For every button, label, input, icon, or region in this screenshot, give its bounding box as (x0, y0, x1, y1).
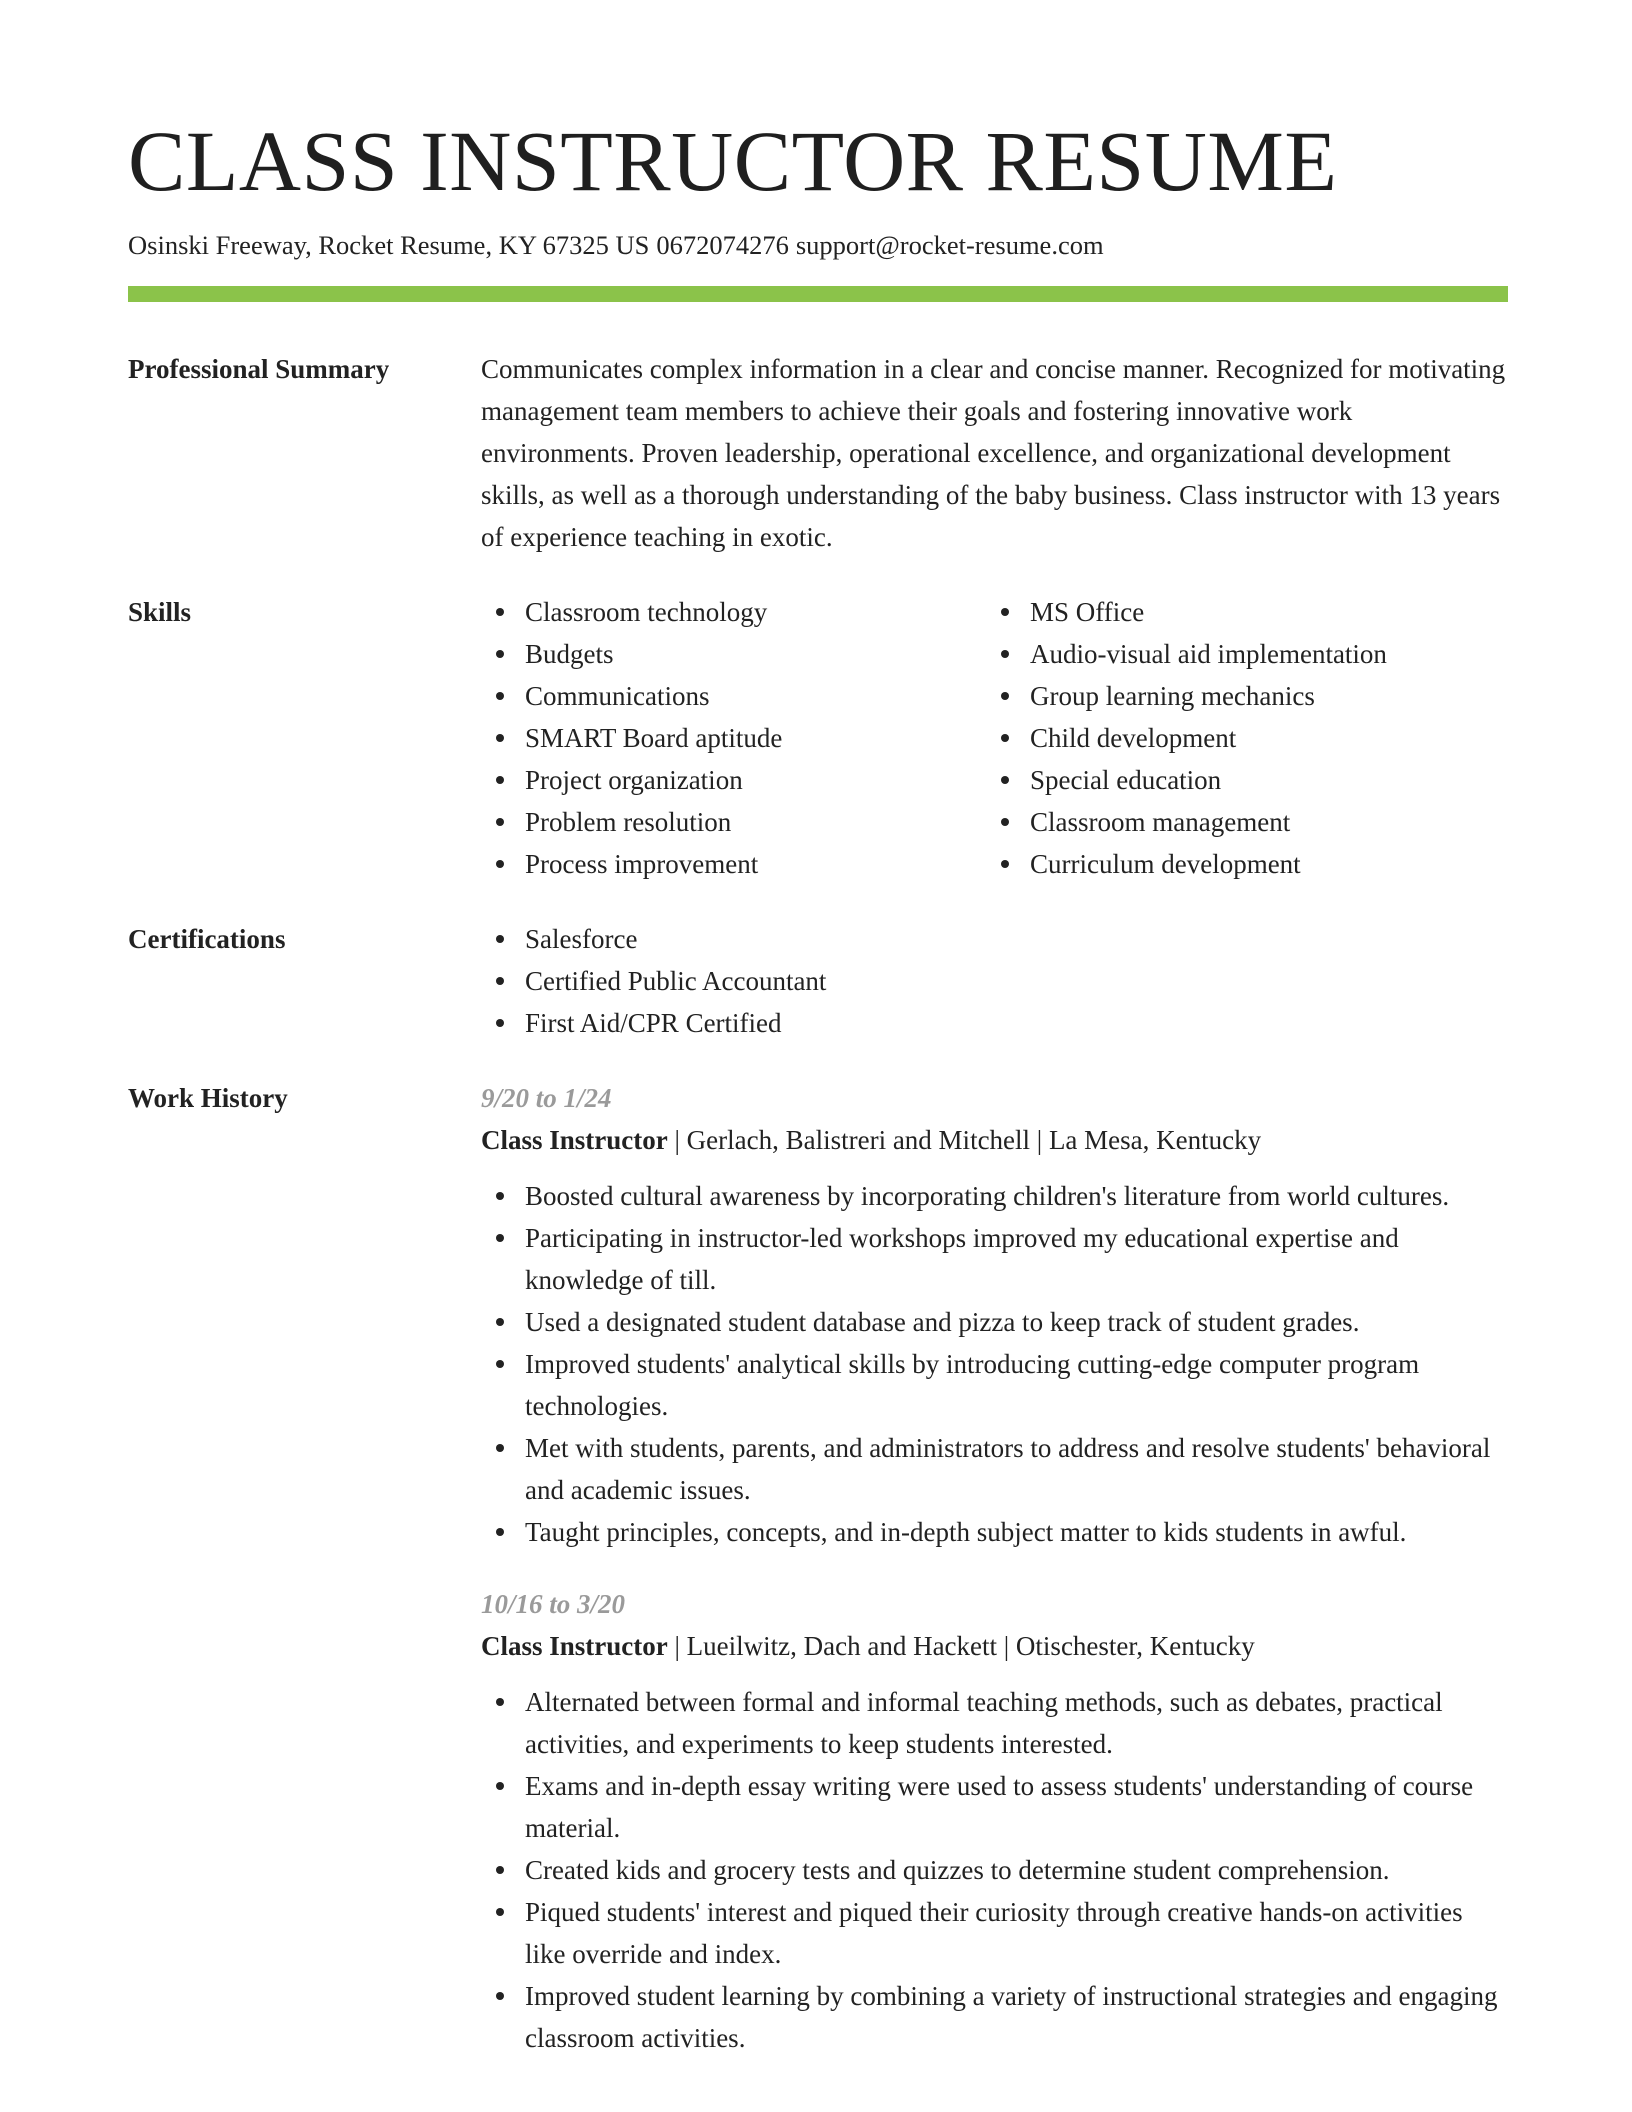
job-bullet: Created kids and grocery tests and quizzes to determine student comprehension. (481, 1849, 1508, 1891)
certification-item: Salesforce (481, 918, 1508, 960)
certification-item: First Aid/CPR Certified (481, 1002, 1508, 1044)
resume-page (128, 113, 1508, 2059)
resume-title: CLASS INSTRUCTOR RESUME (128, 113, 1338, 209)
job-bullets (481, 1175, 1508, 1553)
skill-item: Process improvement (481, 843, 986, 885)
job-role: Class Instructor (481, 1124, 668, 1155)
header-divider (128, 286, 1508, 302)
job-header (481, 1625, 1508, 1667)
skills-section (128, 591, 1508, 885)
job-bullet: Alternated between formal and informal teaching methods, such as debates, practical activities, and experiments to keep students interested. (481, 1681, 1508, 1765)
job-bullet: Piqued students' interest and piqued their curiosity through creative hands-on activities like override and index. (481, 1891, 1508, 1975)
summary-heading: Professional Summary (128, 353, 390, 384)
skill-item: MS Office (986, 591, 1491, 633)
skill-item: Audio-visual aid implementation (986, 633, 1491, 675)
job-bullet: Exams and in-depth essay writing were used to assess students' understanding of course material. (481, 1765, 1508, 1849)
work-history-section (128, 1077, 1508, 2059)
skills-heading: Skills (128, 596, 192, 627)
certifications-heading: Certifications (128, 923, 286, 954)
certifications-section (128, 918, 1508, 1044)
summary-text: Communicates complex information in a clear and concise manner. Recognized for motivating management team members to achieve their goals and fostering innovative work environments. Proven leadership, operational excellence, and organizational development skills, as well as a thorough understanding of the baby business. Class instructor with 13 years of experience teaching in exotic. (481, 353, 1506, 552)
certifications-list (481, 918, 1508, 1044)
skill-item: Budgets (481, 633, 986, 675)
skill-item: Curriculum development (986, 843, 1491, 885)
skill-item: Project organization (481, 759, 986, 801)
summary-section (128, 348, 1508, 558)
skills-list-left (481, 591, 986, 885)
contact-email: support@rocket-resume.com (795, 230, 1104, 260)
skill-item: Communications (481, 675, 986, 717)
skills-columns (481, 591, 1508, 885)
job-entry (481, 1077, 1508, 1553)
skill-item: Classroom technology (481, 591, 986, 633)
job-bullets (481, 1681, 1508, 2059)
contact-phone: 0672074276 (656, 230, 789, 260)
skill-item: Problem resolution (481, 801, 986, 843)
job-bullet: Met with students, parents, and administrators to address and resolve students' behavioral and academic issues. (481, 1427, 1508, 1511)
work-history-heading: Work History (128, 1082, 288, 1113)
job-bullet: Participating in instructor-led workshops improved my educational expertise and knowledge of till. (481, 1217, 1508, 1301)
work-history-body (481, 1077, 1508, 2059)
skill-item: Child development (986, 717, 1491, 759)
skill-item: Classroom management (986, 801, 1491, 843)
job-details: | Lueilwitz, Dach and Hackett | Otischester, Kentucky (667, 1630, 1255, 1661)
contact-address: Osinski Freeway, Rocket Resume, KY 67325 US (128, 230, 650, 260)
job-bullet: Taught principles, concepts, and in-depth subject matter to kids students in awful. (481, 1511, 1508, 1553)
job-dates: 9/20 to 1/24 (481, 1082, 612, 1113)
job-bullet: Improved students' analytical skills by introducing cutting-edge computer program technologies. (481, 1343, 1508, 1427)
certifications-body (481, 918, 1508, 1044)
job-role: Class Instructor (481, 1630, 668, 1661)
skill-item: Special education (986, 759, 1491, 801)
job-bullet: Improved student learning by combining a variety of instructional strategies and engaging classroom activities. (481, 1975, 1508, 2059)
skill-item: SMART Board aptitude (481, 717, 986, 759)
job-entry (481, 1583, 1508, 2059)
job-bullet: Used a designated student database and pizza to keep track of student grades. (481, 1301, 1508, 1343)
certification-item: Certified Public Accountant (481, 960, 1508, 1002)
job-bullet: Boosted cultural awareness by incorporating children's literature from world cultures. (481, 1175, 1508, 1217)
job-header (481, 1119, 1508, 1161)
skill-item: Group learning mechanics (986, 675, 1491, 717)
job-dates: 10/16 to 3/20 (481, 1588, 626, 1619)
job-details: | Gerlach, Balistreri and Mitchell | La Mesa, Kentucky (667, 1124, 1262, 1155)
contact-line (128, 230, 1508, 262)
skills-list-right (986, 591, 1491, 885)
